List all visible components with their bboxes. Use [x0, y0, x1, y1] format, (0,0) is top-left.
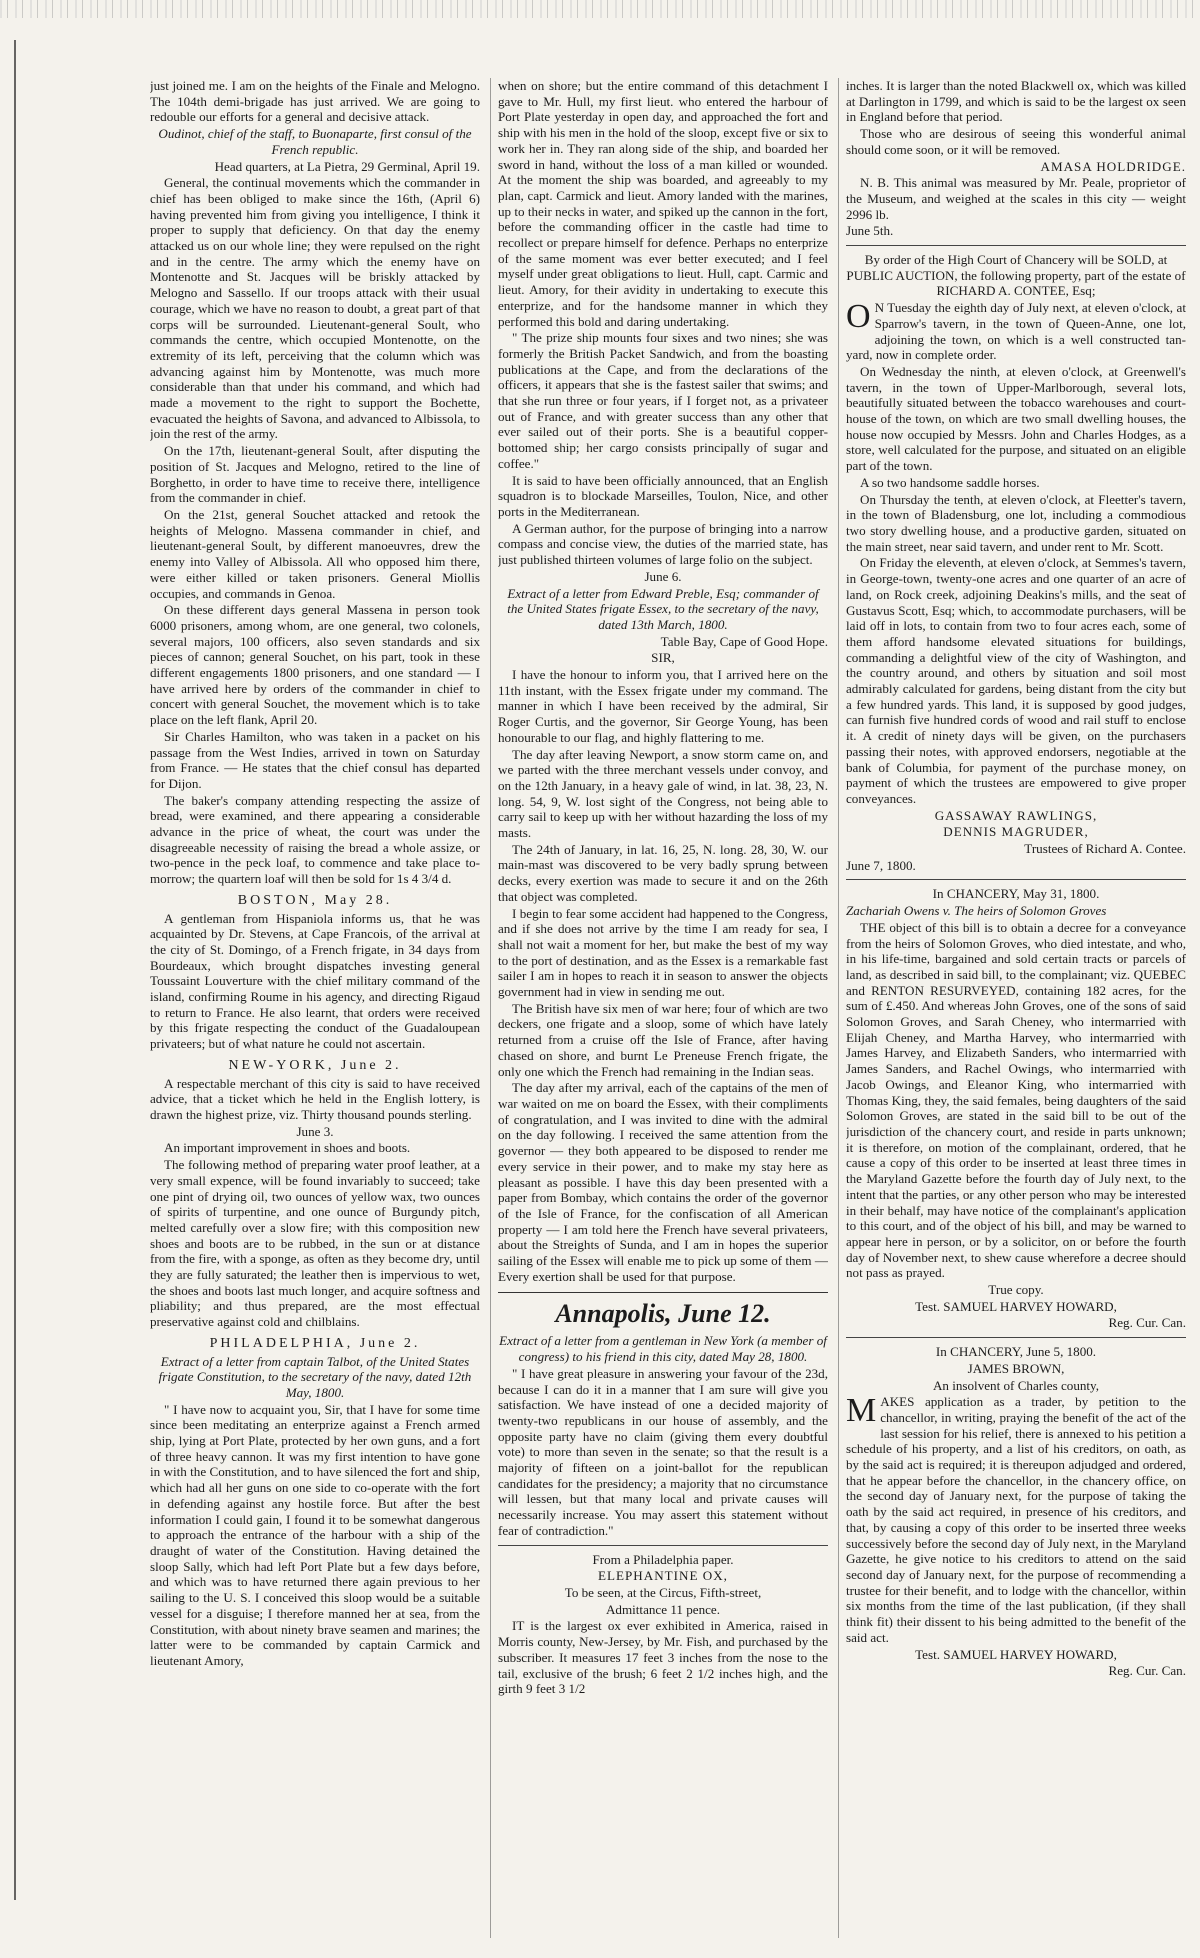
paragraph: " The prize ship mounts four sixes and two nines; she was formerly the British Packet Sandwich, and from the boasting publications at the Cape, and from the declarations of the officers, it appears that she is the fastest sailer that swims; and that she run three or four years, if I forget not, as a privateer out of France, and with greater success than any other that ever sailed out of their ports. She is a beautiful copper-bottomed ship; her cargo consists principally of sugar and coffee." — [498, 330, 828, 471]
salutation: SIR, — [651, 650, 675, 666]
paragraph: N. B. This animal was measured by Mr. Peale, proprietor of the Museum, and weighed at the scales in this city — weight 2996 lb. — [846, 175, 1186, 222]
binding-edge-rule — [14, 40, 16, 1900]
dateline: June 7, 1800. — [846, 857, 916, 873]
paragraph-text: AKES application as a trader, by petition to the chancellor, in writing, praying the benefit of the act of the last session for his relief, there is annexed to his petition a schedule of his property, and a list of his creditors, on oath, as by the said act is required; it is thereupon adjudged and ordered, that he appear before the chancellor, in the chancery office, on the second day of January next, for the purpose of taking the oath by the said act required, in presence of his creditors, and that, by causing a copy of this order to be inserted three weeks successively before the second day of July next, in the Maryland Gazette, he give notice to his creditors to attend on the said second day of January next, for the purpose of recommending a trustee for their benefit, and to lodge with the chancellor, within six months from the time of the last publication, (if they shall think fit) their dissent to his being admitted to the benefit of the said act. — [846, 1394, 1186, 1645]
column-rule — [838, 78, 839, 1938]
paragraph: " I have now to acquaint you, Sir, that I have for some time since been meditating an enterprize against a French armed ship, lying at Port Plate, protected by her own guns, and a fort of three heavy cannon. It was my first intention to have gone in with the Constitution, and to have silenced the fort and ship, which had all her guns on one side to co-operate with the fort in defending against any hostile force. But after the best information I could gain, I found it to be somewhat dangerous to approach the entrance of the harbour with a ship of the draught of water of the Constitution. Having detained the sloop Sally, which had left Port Plate but a few days before, and which was to have returned there again previous to her sailing to the U. S. I conceived this sloop would be a suitable vessel for a disguise; I therefore manned her at sea, from the Constitution, with about ninety brave seamen and marines; the latter were to be commanded by captain Carmick and lieutenant Amory, — [150, 1401, 480, 1668]
paragraph: Those who are desirous of seeing this wonderful animal should come soon, or it will be removed. — [846, 126, 1186, 157]
paragraph: General, the continual movements which the commander in chief has been obliged to make since the 16th, (April 6) having prevented him from giving you intelligence, I think it proper to supply that deficiency. On that day the enemy attacked us on our whole line; they were repulsed on the right and in the centre. The army which the enemy have on Montenotte and St. Jacques will be briskly attacked by Melogno and Sassello. If our troops attack with their usual courage, which we have no reason to doubt, a great part of that corps will be surrounded. Lieutenant-general Soult, who commands the centre, which occupied Montenotte, on the extremity of its left, perceiving that the column which was advancing against him by Montenotte, was much more considerable than that under his command, and which had made a movement to the right to support the Bochette, evacuated the heights of Savona, and advanced to Albissola, to join the rest of the army. — [150, 175, 480, 442]
insolvent-name: JAMES BROWN, — [967, 1360, 1065, 1376]
annapolis-masthead: Annapolis, June 12. — [498, 1292, 828, 1329]
paragraph: just joined me. I am on the heights of the Finale and Melogno. The 104th demi-brigade has just arrived. We are going to redouble our efforts for a general and decisive attack. — [150, 78, 480, 125]
paragraph: A respectable merchant of this city is said to have received advice, that a ticket which he held in the English lottery, is drawn the highest prize, viz. Thirty thousand pounds sterling. — [150, 1075, 480, 1122]
letter-extract-heading: Extract of a letter from Edward Preble, Esq; commander of the United States frigate Essex, to the secretary of the navy, dated 13th March, 1800. — [507, 585, 819, 632]
column-rule — [490, 78, 491, 1938]
letter-extract-heading: Extract of a letter from captain Talbot, of the United States frigate Constitution, to the secretary of the navy, dated 12th May, 1800. — [158, 1353, 472, 1400]
true-copy: True copy. — [988, 1282, 1044, 1298]
dispatch-heading: Oudinot, chief of the staff, to Buonaparte, first consul of the French republic. — [158, 126, 472, 157]
paragraph: On these different days general Massena in person took 6000 prisoners, among whom, are one general, two colonels, several majors, 100 officers, also seven standards and six pieces of cannon; general Souchet, on his part, took in these different engagements 1800 prisoners, and one standard — I have arrived here by orders of the commander in chief to concert with general Souchet, the movement which is to take place on the left flank, April 20. — [150, 602, 480, 728]
divider — [846, 879, 1186, 880]
new-york-heading: NEW-YORK, June 2. — [228, 1057, 402, 1073]
chancery-heading: In CHANCERY, May 31, 1800. — [932, 886, 1100, 902]
paragraph: On Friday the eleventh, at eleven o'clock, at Semmes's tavern, in George-town, twenty-one acres and one quarter of an acre of land, on Rock creek, adjoining Deakins's mills, and the seat of Gustavus Scott, Esq; which, to accommodate purchasers, will be laid off in lots, to contain from two to four acres each, some of them afford handsome elevated situations for buildings, commanding a delightful view of the city of Washington, and the country around, and others by situation and soil most admirably calculated for gardens, being distant from the city but a few hundred yards. This land, it is supposed by good judges, can furnish five hundred cords of wood and rail stuff to enclose it. A credit of ninety days will be given, on the purchasers passing their notes, with approved endorsers, negotiable at the bank of Columbia, for payment of the purchase money, on payment of which the trustees are empowered to give proper conveyances. — [846, 555, 1186, 806]
column-1 — [150, 78, 480, 1940]
paragraph: Sir Charles Hamilton, who was taken in a packet on his passage from the West Indies, arrived in town on Saturday from France. — He states that the chief consul has departed for Dijon. — [150, 728, 480, 791]
philadelphia-heading: PHILADELPHIA, June 2. — [209, 1335, 421, 1351]
paragraph: THE object of this bill is to obtain a decree for a conveyance from the heirs of Solomon Groves, who died intestate, and who, in his life-time, bargained and sold certain tracts or parcels of land, as described in said bill, to the complainant; viz. QUEBEC and RENTON RESURVEYED, containing 182 acres, for the sum of £.450. And whereas John Groves, one of the sons of said Solomon Groves, and Sarah Cheney, who intermarried with Elijah Cheney, and Martha Harvey, who intermarried with James Harvey, and Elizabeth Sanders, who intermarried with James Sanders, and Rachel Owings, who intermarried with Jacob Owings, and Eleanor King, who intermarried with Thomas King, they, the said females, being daughters of the said Solomon Groves, are stated in the said bill to be out of the jurisdiction of the chancery court, and reside in parts unknown; it is therefore, on motion of the complainant, ordered, that he cause a copy of this order to be inserted at least three times in the Maryland Gazette before the fourth day of July next, to the intent that the parties, or any other person who may be interested in their behalf, may have notice of the complainant's application to this court, and of the object of his bill, and may be warned to appear here in person, or by a solicitor, on or before the fourth day of November next, to shew cause wherefore a decree should not pass as prayed. — [846, 919, 1186, 1281]
divider — [846, 1337, 1186, 1338]
signature-title: Reg. Cur. Can. — [1108, 1663, 1186, 1679]
paragraph — [846, 1394, 1186, 1645]
paragraph: The day after my arrival, each of the captains of the men of war waited on me on board the Essex, with their compliments of congratulation, and I was invited to dine with the admiral on the day following. I received the same attention from the governor — they both appeared to be disposed to render me every service in their power, and to make my stay here as pleasant as possible. I have this day been presented with a paper from Bombay, which contains the order of the governor of the Isle of France, for the confiscation of all American property — I am told here the French have several privateers, about the Streights of Sunda, and I am in hopes the superior sailing of the Essex will enable me to pick up some of them — Every exertion shall be used for that purpose. — [498, 1080, 828, 1284]
signature: AMASA HOLDRIDGE. — [1040, 158, 1186, 174]
paragraph: On the 21st, general Souchet attacked and retook the heights of Melogno. Massena commander in chief, and lieutenant-general Soult, by different manoeuvres, drew the enemy into Valley of Albissola. All who opposed him there, were either killed or taken prisoners. General Miollis occupies, and commands in Genoa. — [150, 506, 480, 601]
column-2 — [498, 78, 828, 1940]
paragraph: The baker's company attending respecting the assize of bread, were examined, and there appearing a considerable advance in the price of wheat, the court was under the disagreeable necessity of raising the bread a whole assize, or two-pence in the peck loaf, to commence and take place to-morrow; the quartern loaf will then be sold for 1s 4 3/4 d. — [150, 792, 480, 887]
divider — [498, 1545, 828, 1546]
auction-heading: By order of the High Court of Chancery will be SOLD, at PUBLIC AUCTION, the following property, part of the estate of RICHARD A. CONTEE, Esq; — [846, 252, 1186, 299]
signature-title: Reg. Cur. Can. — [1108, 1315, 1186, 1331]
paragraph: I have the honour to inform you, that I arrived here on the 11th instant, with the Essex frigate under my command. The manner in which I have been received by the admiral, Sir Roger Curtis, and the governor, Sir George Young, has been honourable to our flag, and highly flattering to me. — [498, 667, 828, 745]
letter-extract-heading: Extract of a letter from a gentleman in New York (a member of congress) to his friend in this city, dated May 28, 1800. — [499, 1333, 827, 1365]
drop-cap: M — [846, 1392, 877, 1430]
paragraph: A so two handsome saddle horses. — [860, 474, 1040, 490]
paragraph: The day after leaving Newport, a snow storm came on, and we parted with the three merchant vessels under convoy, and on the 12th January, in a heavy gale of wind, in lat. 38, 23, N. long. 54, 9, W. lost sight of the Congress, not being able to carry sail to keep up with her without hazarding the loss of my masts. — [498, 746, 828, 841]
signature: DENNIS MAGRUDER, — [943, 824, 1089, 840]
ox-title: ELEPHANTINE OX, — [598, 1568, 728, 1584]
divider — [846, 245, 1186, 246]
paragraph: when on shore; but the entire command of this detachment I gave to Mr. Hull, my first lieut. who entered the harbour of Port Plate yesterday in open day, and approached the fort and ship with his men in the hold of the sloop, except five or six to work her in. They ran along side of the ship, and boarded her sword in hand, without the loss of a man killed or wounded. At the moment the ship was boarded, and agreeably to my plan, capt. Carmick and lieut. Amory landed with the marines, up to their necks in water, and spiked up the cannon in the fort, before the commanding officer in the castle had time to recollect or prepare himself for defence. Perhaps no enterprize of the same moment was ever better executed; and I feel myself under great obligations to lieut. Hull, capt. Carmic and lieut. Amory, for their avidity in undertaking to execute this enterprize, and for the handsome manner in which they performed this bold and daring undertaking. — [498, 78, 828, 329]
dateline: June 3. — [296, 1123, 334, 1139]
dateline: Table Bay, Cape of Good Hope. — [660, 633, 828, 649]
dateline: June 6. — [644, 568, 682, 584]
page-edge-texture — [0, 0, 1200, 18]
drop-cap: O — [846, 298, 871, 336]
ox-admittance: Admittance 11 pence. — [605, 1601, 721, 1617]
dateline: June 5th. — [846, 223, 894, 239]
dateline: Head quarters, at La Pietra, 29 Germinal, April 19. — [214, 158, 480, 174]
signature: Test. SAMUEL HARVEY HOWARD, — [915, 1646, 1117, 1662]
paragraph: It is said to have been officially announced, that an English squadron is to blockade Marseilles, Toulon, Nice, and other ports in the Mediterranean. — [498, 472, 828, 519]
ox-location: To be seen, at the Circus, Fifth-street, — [564, 1584, 762, 1600]
paragraph-text: N Tuesday the eighth day of July next, at eleven o'clock, at Sparrow's tavern, in the town of Queen-Anne, one lot, adjoining the town, on which is a well constructed tan-yard, now in complete order. — [846, 300, 1186, 363]
paragraph: inches. It is larger than the noted Blackwell ox, which was killed at Darlington in 1799, and which is said to be the largest ox seen in England before that period. — [846, 78, 1186, 125]
insolvent-note: An insolvent of Charles county, — [932, 1377, 1100, 1393]
paragraph: On the 17th, lieutenant-general Soult, after disputing the position of St. Jacques and Melogno, retired to the line of Borghetto, in order to have time to receive there, intelligence from the commander in chief. — [150, 443, 480, 506]
paragraph: A gentleman from Hispaniola informs us, that he was acquainted by Dr. Stevens, at Cape Francois, of the arrival at the city of St. Domingo, of a French frigate, in 34 days from Bourdeaux, which brought dispatches investing general Toussaint Louverture with the chief military command of the island, confirming Roume in his agency, and directing Rigaud to return to France. He also learnt, that orders were received by this frigate respecting the conduct of the Guadaloupean privateers; but of what nature he could not ascertain. — [150, 910, 480, 1052]
column-3 — [846, 78, 1186, 1940]
paragraph: A German author, for the purpose of bringing into a narrow compass and concise view, the duties of the married state, has just published thirteen volumes of large folio on the subject. — [498, 520, 828, 568]
signature: Test. SAMUEL HARVEY HOWARD, — [915, 1298, 1117, 1314]
case-parties: Zachariah Owens v. The heirs of Solomon Groves — [846, 903, 1107, 919]
paragraph: The 24th of January, in lat. 16, 25, N. long. 28, 30, W. our main-mast was discovered to be very badly sprung between decks, every exertion was made to secure it and on the 26th that object was completed. — [498, 841, 828, 904]
paragraph: An important improvement in shoes and boots. — [164, 1140, 411, 1156]
paragraph: On Thursday the tenth, at eleven o'clock, at Fleetter's tavern, in the town of Bladensburg, one lot, including a commodious two story dwelling house, and a productive garden, situated on the main street, near said tavern, and under rent to Mr. Scott. — [846, 491, 1186, 554]
signature-title: Trustees of Richard A. Contee. — [1024, 841, 1186, 857]
paragraph — [846, 300, 1186, 363]
paragraph: I begin to fear some accident had happened to the Congress, and if she does not arrive by the time I am ready for sea, I shall not wait a moment for her, but make the best of my way to the port of destination, and as the Essex is a remarkable fast sailer I am in hopes to reach it in season to answer the objects government had in view in sending me out. — [498, 905, 828, 1000]
paragraph: On Wednesday the ninth, at eleven o'clock, at Greenwell's tavern, in the town of Upper-Marlborough, several lots, beautifully situated between the tobacco warehouses and court-house of the town, on which are two small dwelling houses, the house now occupied by Messrs. John and Charles Hodges, as a store, well calculated for the purpose, and situated on an eligible part of the town. — [846, 363, 1186, 474]
paragraph: IT is the largest ox ever exhibited in America, raised in Morris county, New-Jersey, by Mr. Fish, and purchased by the subscriber. It measures 17 feet 3 inches from the nose to the tail, exclusive of the brush; 6 feet 2 1/2 inches high, and the girth 9 feet 3 1/2 — [498, 1618, 828, 1697]
paragraph: " I have great pleasure in answering your favour of the 23d, because I can do it in a manner that I am sure will give you satisfaction. We have instead of one a decided majority of twenty-two republicans in our house of assembly, and the opposite party have no claim (giving them every doubtful vote) to more than seven in the senate; so that the result is a majority of fifteen on a joint-ballot for the republican candidates for the presidency; a majority that no circumstance will lessen, but that many local and private causes will necessarily increase. You may assert this statement without fear of contradiction." — [498, 1365, 828, 1538]
source-note: From a Philadelphia paper. — [592, 1551, 734, 1567]
signature: GASSAWAY RAWLINGS, — [934, 807, 1098, 823]
paragraph: The following method of preparing water proof leather, at a very small expence, will be found invariably to succeed; take one pint of drying oil, two ounces of yellow wax, two ounces of spirits of turpentine, and one ounce of Burgundy pitch, melted carefully over a slow fire; with this composition new shoes and boots are to be rubbed, in the sun or at distance from the fire, with a sponge, as often as they become dry, until they are fully saturated; the leather then is impervious to wet, the shoes and boots last much longer, and acquire softness and pliability; and thus prepared, are the most effectual preservative against cold and chilblains. — [150, 1157, 480, 1330]
chancery-heading: In CHANCERY, June 5, 1800. — [935, 1344, 1097, 1360]
paragraph: The British have six men of war here; four of which are two deckers, one frigate and a sloop, some of which have lately returned from a cruise off the Isle of France, after having chased on shore, and burnt Le Preneuse French frigate, the only one which the French had remaining in the Indian seas. — [498, 1000, 828, 1079]
boston-heading: BOSTON, May 28. — [237, 892, 393, 908]
